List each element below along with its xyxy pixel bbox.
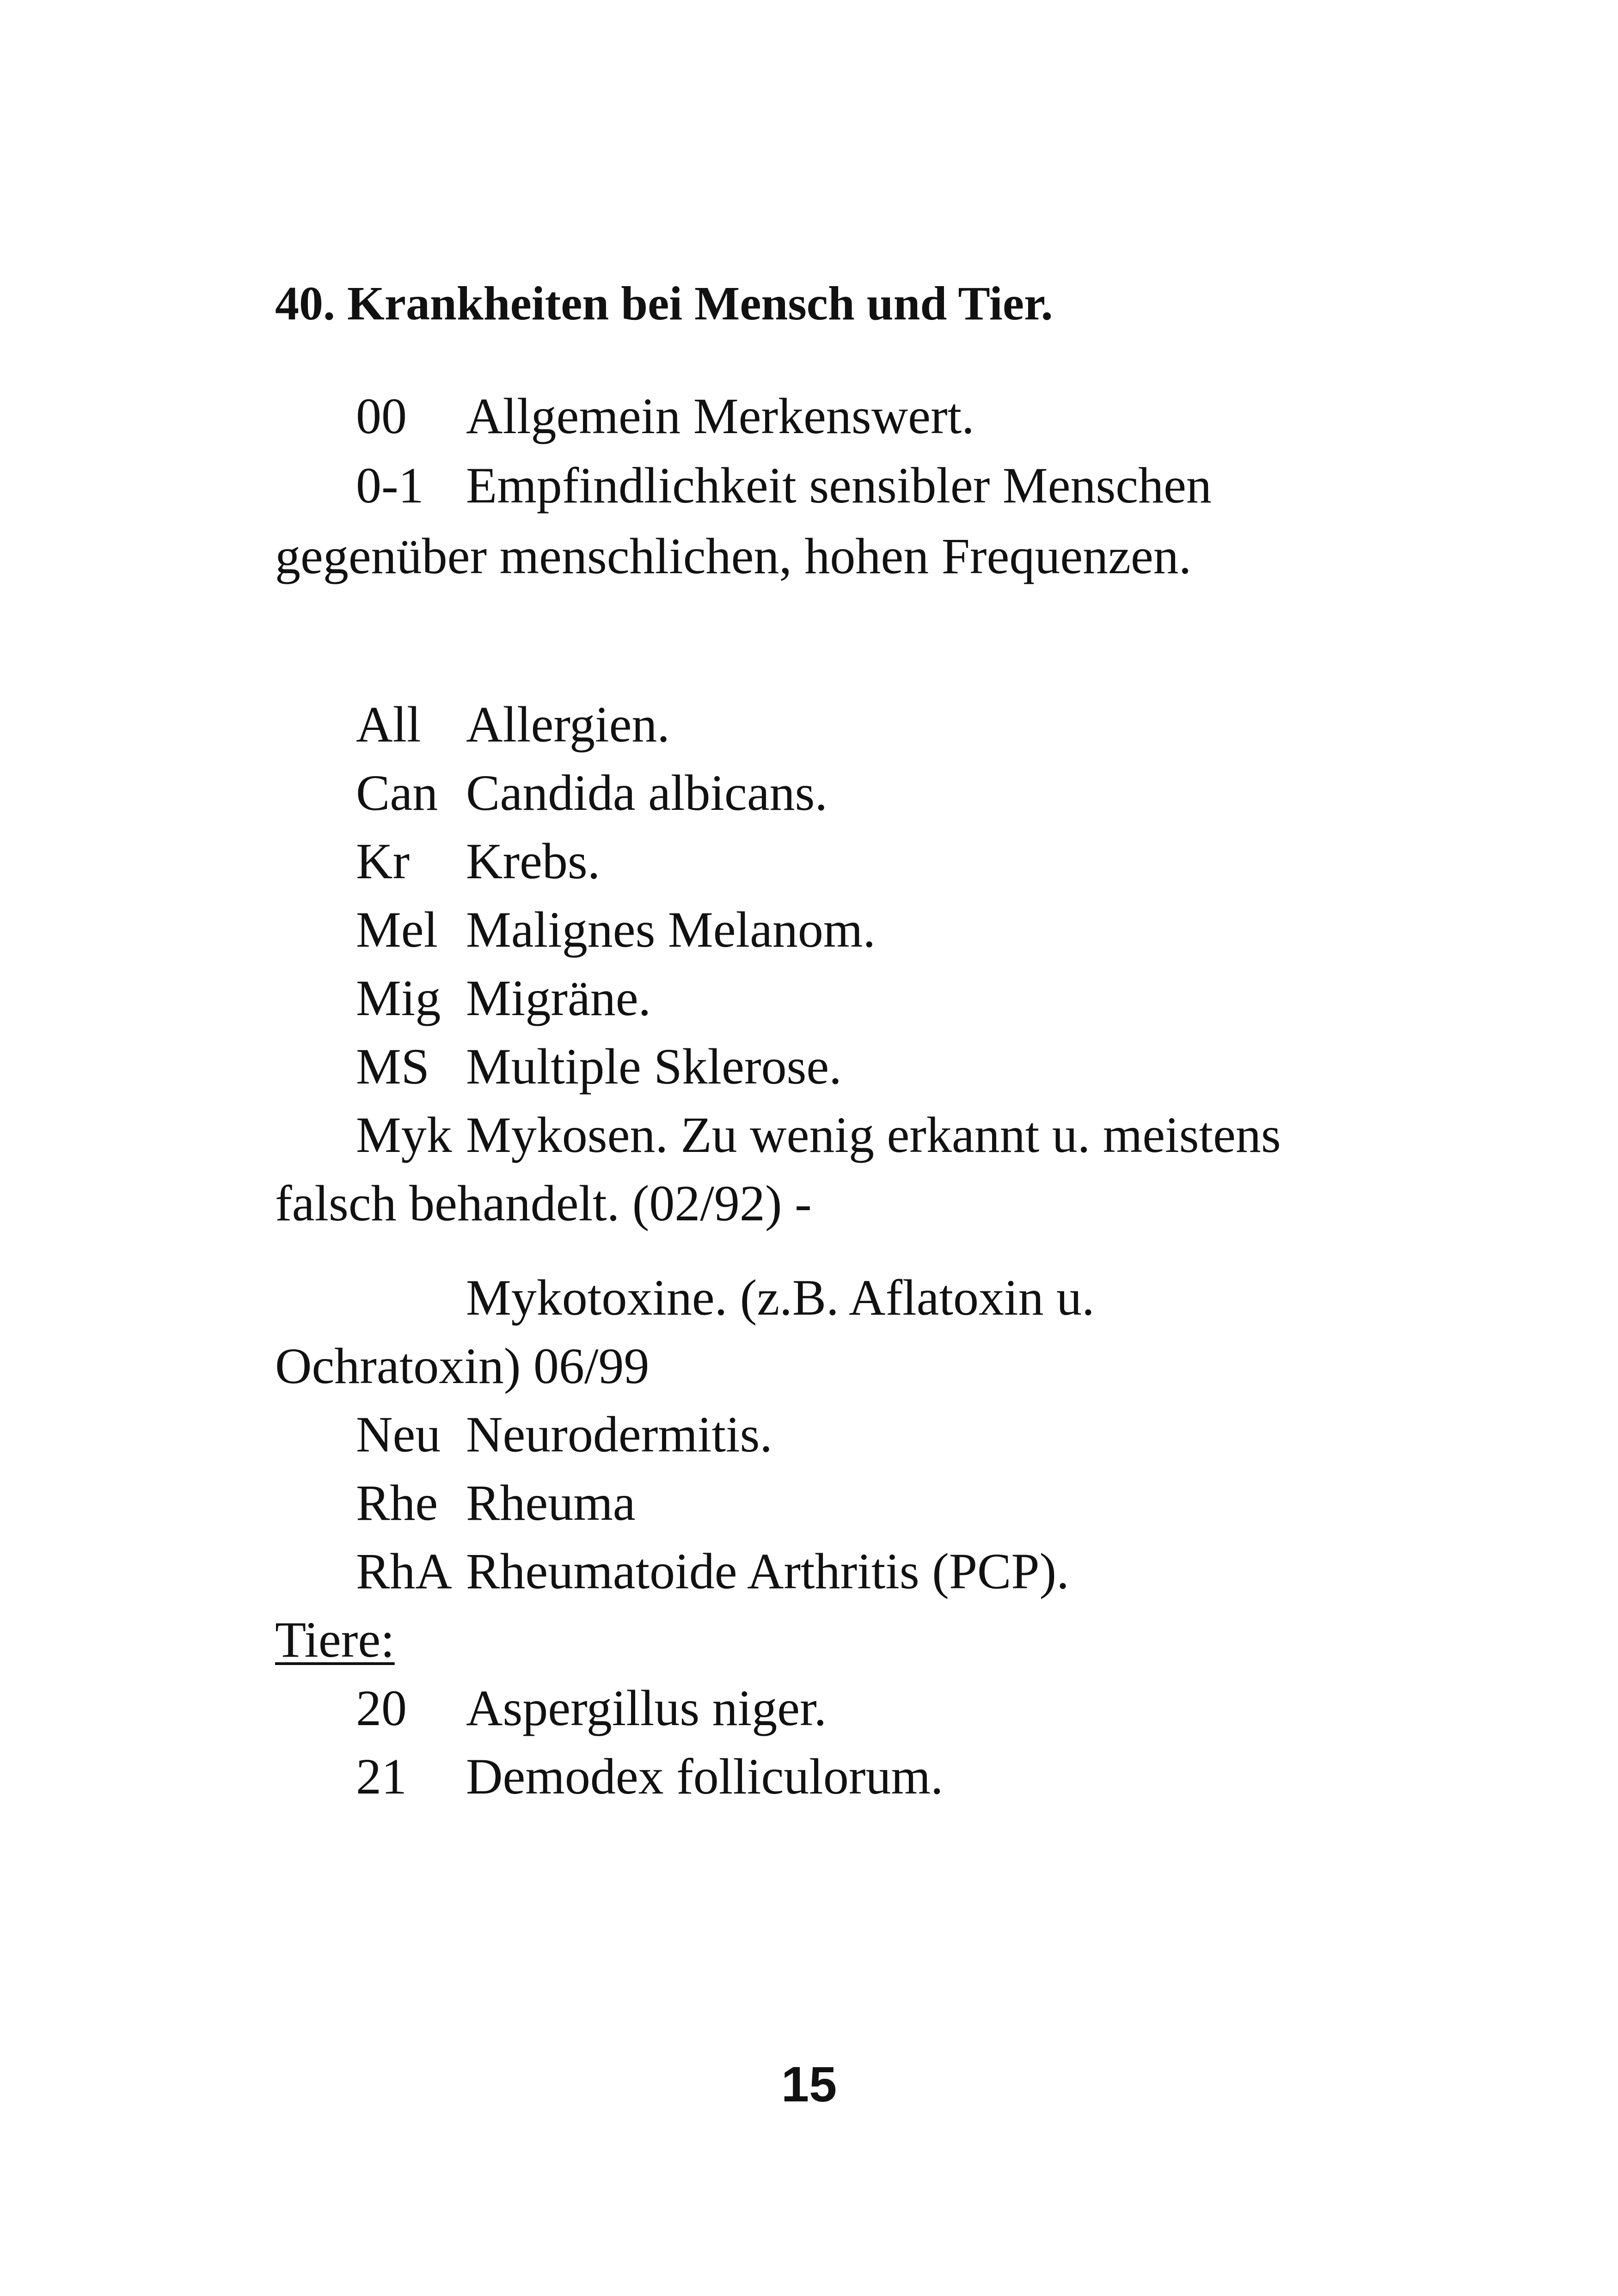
- entry-code: All: [356, 696, 421, 753]
- entry-text: Malignes Melanom.: [466, 901, 876, 958]
- entry-code: 20: [356, 1680, 407, 1736]
- entry-text: Neurodermitis.: [466, 1406, 772, 1463]
- entry-code: RhA: [356, 1543, 452, 1599]
- entry-text: Allgemein Merkenswert.: [466, 388, 974, 444]
- entry-text: Aspergillus niger.: [466, 1680, 827, 1736]
- entry-text: Candida albicans.: [466, 765, 827, 821]
- entry-text: Rheuma: [466, 1475, 636, 1531]
- entry-code: Kr: [356, 833, 410, 889]
- entry-code: 00: [356, 388, 407, 444]
- entry-continuation: falsch behandelt. (02/92) -: [275, 1175, 812, 1231]
- entry-text: Mykosen. Zu wenig erkannt u. meistens: [466, 1107, 1281, 1163]
- entry-text: Empfindlichkeit sensibler Menschen: [466, 457, 1212, 514]
- section-heading: 40. Krankheiten bei Mensch und Tier.: [275, 277, 1053, 330]
- entry-text: Rheumatoide Arthritis (PCP).: [466, 1543, 1069, 1599]
- entry-continuation: gegenüber menschlichen, hohen Frequenzen.: [275, 528, 1192, 584]
- entry-text: Mykotoxine. (z.B. Aflatoxin u.: [466, 1269, 1095, 1326]
- entry-code: Mel: [356, 901, 438, 958]
- entry-text: Demodex folliculorum.: [466, 1748, 944, 1805]
- entry-text: Allergien.: [466, 696, 670, 753]
- entry-text: Krebs.: [466, 833, 601, 889]
- entry-code: 21: [356, 1748, 407, 1805]
- entry-code: Rhe: [356, 1475, 438, 1531]
- entry-text: Multiple Sklerose.: [466, 1038, 842, 1095]
- entry-code: Can: [356, 765, 438, 821]
- page-number: 15: [781, 2056, 837, 2112]
- entry-code: Neu: [356, 1406, 441, 1463]
- entry-code: Mig: [356, 970, 441, 1026]
- entry-code: 0-1: [356, 457, 424, 514]
- entry-continuation: Ochratoxin) 06/99: [275, 1338, 650, 1394]
- tiere-label: Tiere:: [275, 1611, 395, 1668]
- entry-code: MS: [356, 1038, 429, 1095]
- entry-text: Migräne.: [466, 970, 651, 1026]
- entry-code: Myk: [356, 1107, 452, 1163]
